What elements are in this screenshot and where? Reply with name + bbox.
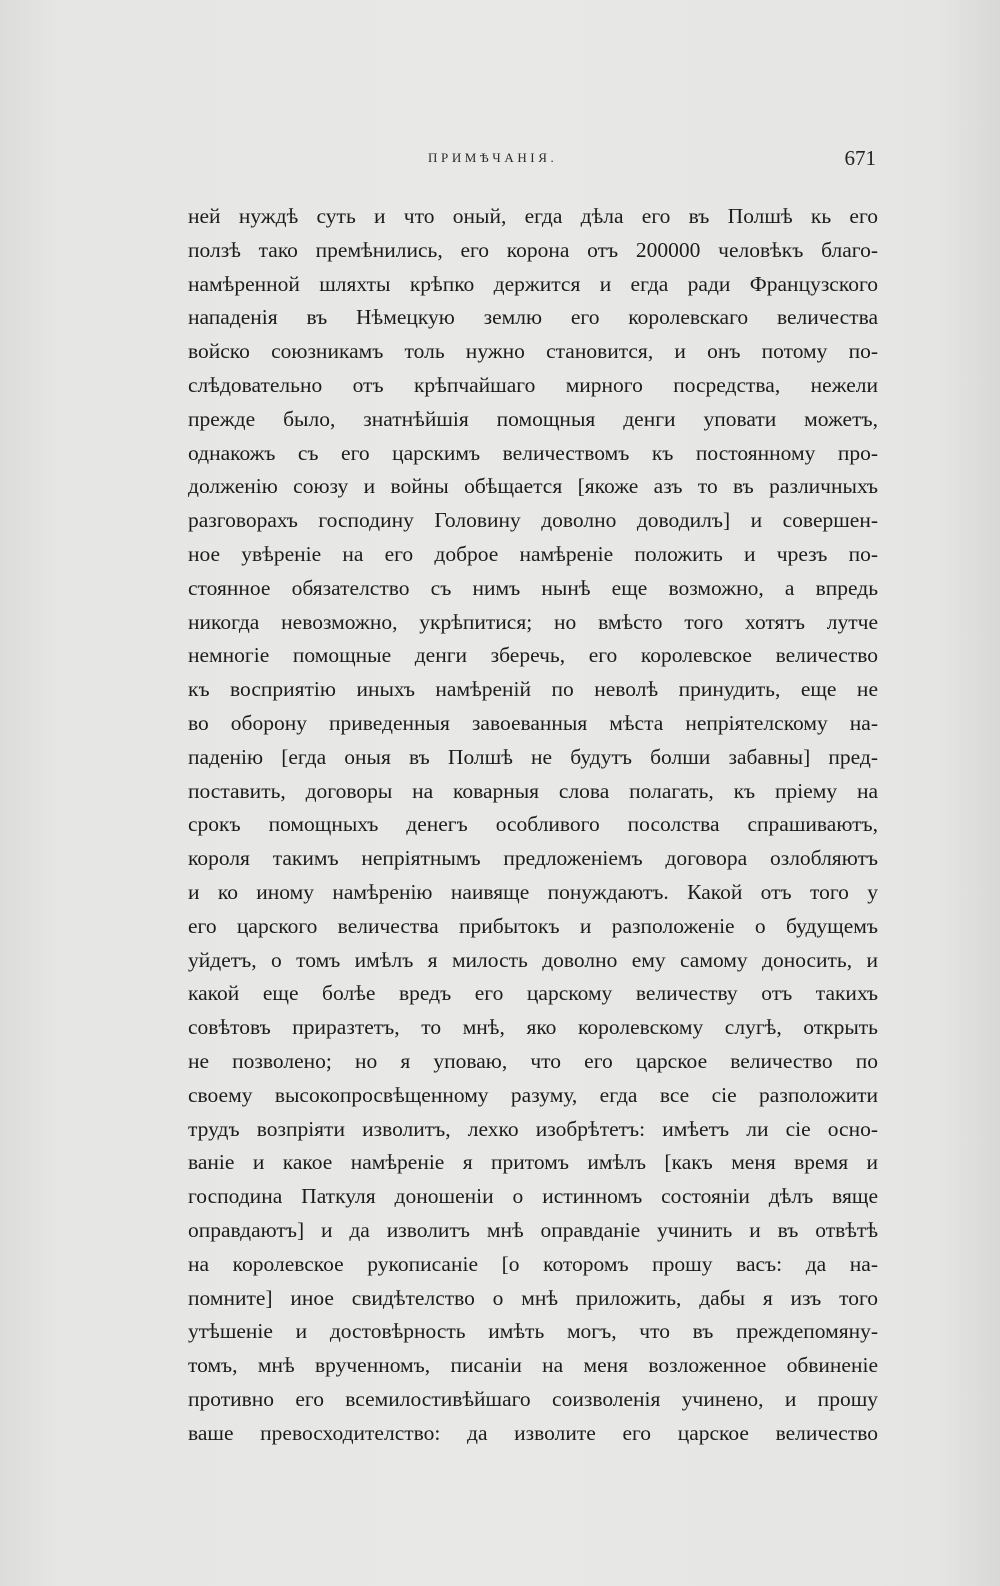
text-line: прежде было, знатнѣйшія помощныя денги уповати можетъ, [188,406,878,431]
text-line: совѣтовъ приразтетъ, то мнѣ, яко королевскому слугѣ, открыть [188,1015,878,1040]
text-line: нападенія въ Нѣмецкую землю его королевскаго величества [188,305,878,330]
text-line: трудъ возпріяти изволитъ, лехко изобрѣтетъ: имѣетъ ли сіе осно- [188,1116,878,1141]
text-line: стоянное обязателство съ нимъ нынѣ еще возможно, а впредь [188,575,878,600]
text-line: и ко иному намѣренію наивяще понуждаютъ. Какой отъ того у [188,879,878,904]
text-line: противно его всемилостивѣйшаго соизволенія учинено, и прошу [188,1386,878,1411]
text-line: его царского величества прибытокъ и разположеніе о будущемъ [188,913,878,938]
text-line: поставить, договоры на коварныя слова полагать, къ пріему на [188,778,878,803]
text-line: ваше превосходителство: да изволите его царское величество [188,1420,878,1445]
text-line: утѣшеніе и достовѣрность имѣть могъ, что въ преждепомяну- [188,1319,878,1344]
text-line: томъ, мнѣ врученномъ, писаніи на меня возложенное обвиненіе [188,1353,878,1378]
running-title: ПРИМѢЧАНІЯ. [428,150,558,165]
text-line: ней нуждѣ суть и что оный, егда дѣла его въ Полшѣ кь его [188,204,878,228]
text-line: слѣдовательно отъ крѣпчайшаго мирного посредства, нежели [188,372,878,397]
text-line: паденію [егда оныя въ Полшѣ не будутъ болши забавны] пред- [188,744,878,769]
text-line: намѣренной шляхты крѣпко держится и егда ради Французского [188,271,878,296]
text-line: срокъ помощныхъ денегъ особливого посолства спрашиваютъ, [188,812,878,837]
text-line: во оборону приведенныя завоеванныя мѣста непріятелскому на- [188,710,878,735]
page-header [188,146,888,172]
text-line: не позволено; но я уповаю, что его царское величество по [188,1048,878,1073]
text-line: помните] иное свидѣтелство о мнѣ приложить, дабы я изъ того [188,1285,878,1310]
text-line: къ восприятію иныхъ намѣреній по неволѣ принудить, еще не [188,677,878,702]
text-line: ползѣ тако премѣнились, его корона отъ 200000 человѣкъ благо- [188,237,878,262]
page-number: 671 [844,146,876,170]
text-line: какой еще болѣе вредъ его царскому величеству отъ такихъ [188,981,878,1006]
text-line: оправдаютъ] и да изволитъ мнѣ оправданіе учинить и въ отвѣтѣ [188,1217,878,1242]
text-line: короля такимъ непріятнымъ предложеніемъ договора озлобляютъ [188,846,878,871]
text-line: войско союзникамъ толь нужно становится, и онъ потому по- [188,339,878,364]
text-line: своему высокопросвѣщенному разуму, егда все сіе разположити [188,1082,878,1107]
text-line: господина Паткуля доношеніи о истинномъ состояніи дѣлъ вяще [188,1184,878,1209]
text-line: ное увѣреніе на его доброе намѣреніе положить и чрезъ по- [188,541,878,566]
text-line: ваніе и какое намѣреніе я притомъ имѣлъ [какъ меня время и [188,1150,878,1175]
text-line: разговорахъ господину Головину доволно доводилъ] и совершен- [188,508,878,533]
text-line: однакожъ съ его царскимъ величествомъ къ постоянному про- [188,440,878,465]
text-line: на королевское рукописаніе [о которомъ прошу васъ: да на- [188,1251,878,1276]
text-line: никогда невозможно, укрѣпитися; но вмѣсто того хотятъ лутче [188,609,878,634]
body-text [188,200,878,1450]
text-line: немногіе помощные денги зберечь, его королевское величество [188,643,878,668]
text-line: уйдетъ, о томъ имѣлъ я милость доволно ему самому доносить, и [188,947,878,972]
text-line: долженію союзу и войны обѣщается [якоже азъ то въ различныхъ [188,474,878,499]
